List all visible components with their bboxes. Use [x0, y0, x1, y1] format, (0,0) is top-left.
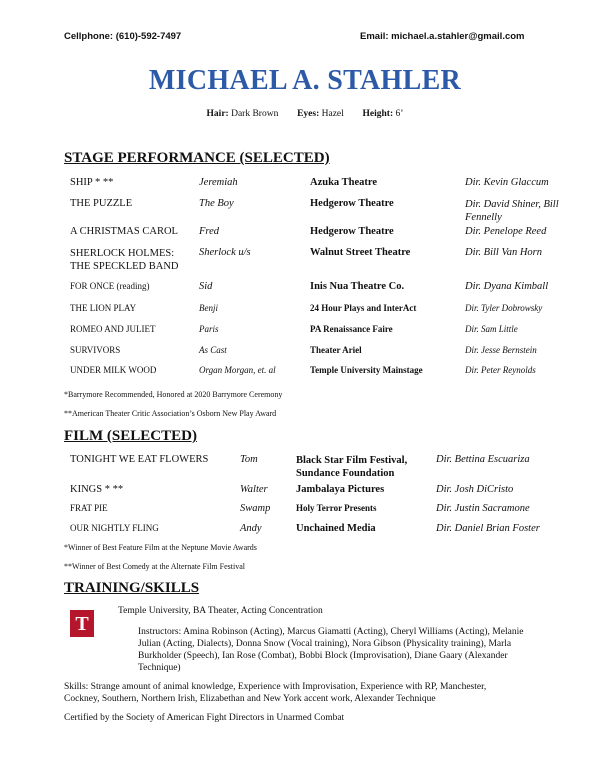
role: Swamp: [240, 503, 271, 514]
stage-row: [0, 247, 610, 272]
role: Fred: [199, 226, 220, 237]
director: Dir. Bill Van Horn: [465, 247, 543, 258]
venue: 24 Hour Plays and InterAct: [310, 303, 417, 313]
show-title: THE PUZZLE: [70, 198, 133, 209]
venue: Hedgerow Theatre: [310, 198, 394, 209]
venue: Temple University Mainstage: [310, 365, 423, 375]
role: Organ Morgan, et. al: [199, 365, 276, 375]
show-title: THE LION PLAY: [70, 303, 137, 313]
film-footnote: **Winner of Best Comedy at the Alternate Film Festival: [64, 562, 245, 571]
company: Black Star Film Festival, Sundance Foundation: [296, 455, 408, 479]
film-title: FRAT PIE: [70, 503, 108, 513]
show-title: SHIP * **: [70, 177, 114, 188]
role: As Cast: [199, 345, 227, 355]
film-footnote: *Winner of Best Feature Film at the Neptune Movie Awards: [64, 543, 257, 552]
stage-row: [0, 324, 610, 342]
role: Paris: [199, 324, 219, 334]
venue: Inis Nua Theatre Co.: [310, 281, 405, 292]
temple-university-logo: [70, 610, 94, 637]
film-title: OUR NIGHTLY FLING: [70, 523, 159, 533]
venue: Hedgerow Theatre: [310, 226, 394, 237]
film-row: [0, 503, 610, 521]
logo-letter: T: [75, 612, 89, 635]
director: Dir. Tyler Dobrowsky: [465, 303, 543, 313]
attributes-line: [0, 109, 610, 119]
venue: Azuka Theatre: [310, 177, 377, 188]
director: Dir. Bettina Escuariza: [436, 454, 530, 465]
stage-row: [0, 281, 610, 299]
stage-row: [0, 226, 610, 244]
height-value: 6’: [395, 109, 404, 119]
role: Jeremiah: [199, 177, 238, 188]
film-row: [0, 523, 610, 541]
stage-row: [0, 177, 610, 195]
director: Dir. David Shiner, Bill Fennelly: [465, 199, 559, 223]
show-title: A CHRISTMAS CAROL: [70, 226, 178, 237]
director: Dir. Jesse Bernstein: [465, 345, 537, 355]
director: Dir. Peter Reynolds: [465, 365, 536, 375]
page-title: MICHAEL A. STAHLER: [148, 65, 462, 96]
director: Dir. Dyana Kimball: [465, 281, 549, 292]
training-section-heading: TRAINING/SKILLS: [64, 580, 200, 596]
skills: Skills: Strange amount of animal knowledge, Experience with Improvisation, Experience with RP, Manchester, Cockney, Southern, Northern Irish, Elizabethan and New York accent work, Alexander Technique: [64, 682, 487, 704]
stage-section-heading: STAGE PERFORMANCE (SELECTED): [64, 150, 330, 166]
email-address: Email: michael.a.stahler@gmail.com: [360, 31, 525, 42]
height-label: Height:: [362, 109, 394, 119]
film-title: KINGS * **: [70, 484, 124, 495]
stage-row: [0, 365, 610, 383]
venue: Theater Ariel: [310, 345, 362, 355]
venue: Walnut Street Theatre: [310, 247, 411, 258]
film-section-heading: FILM (SELECTED): [64, 428, 197, 444]
show-title: SHERLOCK HOLMES: THE SPECKLED BAND: [70, 248, 179, 272]
film-title: TONIGHT WE EAT FLOWERS: [70, 454, 209, 465]
role: Sherlock u/s: [199, 247, 251, 258]
role: Sid: [199, 281, 213, 292]
venue: PA Renaissance Faire: [310, 324, 393, 334]
school: Temple University, BA Theater, Acting Concentration: [118, 606, 323, 616]
director: Dir. Daniel Brian Foster: [436, 523, 540, 534]
director: Dir. Kevin Glaccum: [465, 177, 549, 188]
stage-row: [0, 303, 610, 321]
director: Dir. Josh DiCristo: [436, 484, 514, 495]
show-title: UNDER MILK WOOD: [70, 365, 157, 375]
company: Holy Terror Presents: [296, 503, 377, 513]
hair-label: Hair:: [206, 109, 229, 119]
company: Unchained Media: [296, 523, 376, 534]
show-title: FOR ONCE (reading): [70, 281, 150, 291]
show-title: ROMEO AND JULIET: [70, 324, 156, 334]
hair-value: Dark Brown: [231, 109, 279, 119]
role: Benji: [199, 303, 218, 313]
director: Dir. Sam Little: [465, 324, 518, 334]
director: Dir. Justin Sacramone: [436, 503, 530, 514]
stage-footnote: *Barrymore Recommended, Honored at 2020 Barrymore Ceremony: [64, 390, 283, 399]
company: Jambalaya Pictures: [296, 484, 385, 495]
eyes-value: Hazel: [321, 109, 344, 119]
film-row: [0, 454, 610, 479]
director: Dir. Penelope Reed: [465, 226, 547, 237]
role: Andy: [240, 523, 262, 534]
phone-number: Cellphone: (610)-592-7497: [64, 31, 182, 42]
stage-row: [0, 198, 610, 223]
stage-row: [0, 345, 610, 363]
stage-footnote: **American Theater Critic Association’s Osborn New Play Award: [64, 409, 277, 418]
role: Tom: [240, 454, 258, 465]
instructors: Instructors: Amina Robinson (Acting), Marcus Giamatti (Acting), Cheryl Williams (Acting), Melanie Julian (Acting, Dialects), Donna Snow (Vocal training), Nora Gibson (Physicality training), Marla Burkholder (Speech), Ian Rose (Combat), Bobbi Block (Improvisation), Diane Gaary (Alexander Technique): [138, 627, 524, 673]
role: The Boy: [199, 198, 234, 209]
role: Walter: [240, 484, 268, 495]
eyes-label: Eyes:: [297, 109, 320, 119]
show-title: SURVIVORS: [70, 345, 121, 355]
certification: Certified by the Society of American Fight Directors in Unarmed Combat: [64, 713, 345, 723]
film-row: [0, 484, 610, 502]
